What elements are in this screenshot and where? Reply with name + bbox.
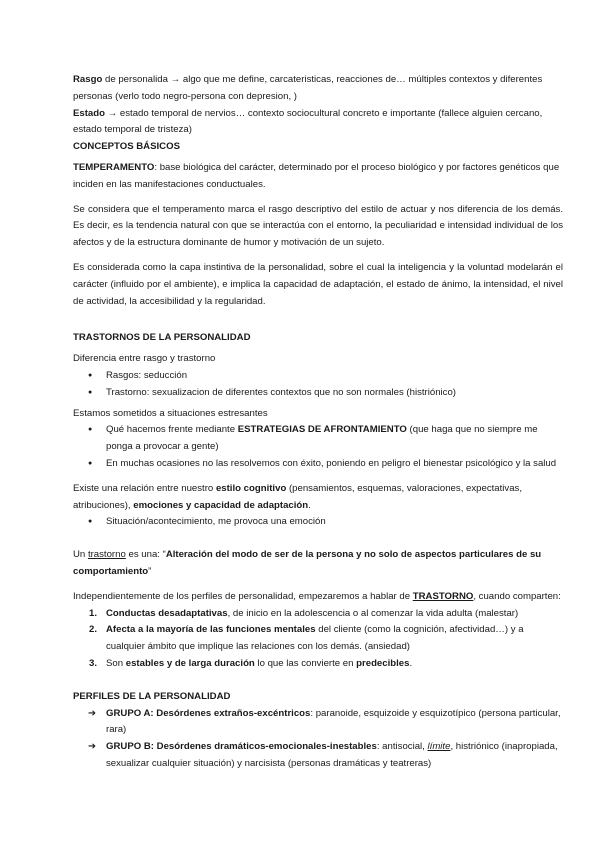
- list-item: ● Rasgos: seducción: [73, 368, 563, 385]
- list-item: ➔ GRUPO A: Desórdenes extraños-excéntricos: paranoide, esquizoide y esquizotípico (persona particular, rara): [88, 707, 561, 736]
- temperamento-detail-1: Se considera que el temperamento marca el rasgo descriptivo del estilo de actuar y nos diferencia de los demás. Es decir, es la tendencia natural con que se interactúa con el entorno, la peculiaridad e intensidad individual de los afectos y de la estructura dominante de humor y motivación de un sujeto.: [73, 203, 563, 249]
- list-item: ● Situación/acontecimiento, me provoca una emoción: [73, 514, 563, 531]
- definicion-trastorno: Un trastorno es una: “Alteración del modo de ser de la persona y no solo de aspectos particulares de su comportamiento”: [73, 549, 542, 577]
- criterios-list: [73, 606, 563, 673]
- document-page: [73, 72, 563, 773]
- list-item: ● En muchas ocasiones no las resolvemos con éxito, poniendo en peligro el bienestar psicológico y la salud: [73, 456, 563, 473]
- relacion-paragraph: Existe una relación entre nuestro estilo cognitivo (pensamientos, esquemas, valoraciones, expectativas, atribuciones), emociones y capacidad de adaptación.: [73, 482, 523, 511]
- grupos-list: [73, 706, 563, 773]
- rasgo-term: Rasgo: [73, 74, 103, 85]
- list-item: 3. Son estables y de larga duración lo que las convierte en predecibles.: [89, 657, 413, 669]
- estado-term: Estado: [73, 107, 105, 119]
- estado-paragraph: [73, 106, 563, 140]
- list-item: ● Trastorno: sexualizacion de diferentes contextos que no son normales (histriónico): [73, 385, 563, 402]
- situacion-list: [73, 514, 563, 531]
- arrow-icon: ➔: [88, 707, 97, 719]
- trastornos-heading: TRASTORNOS DE LA PERSONALIDAD: [73, 332, 251, 344]
- list-item: 1. Conductas desadaptativas, de inicio en la adolescencia o al comenzar la vida adulta (malestar): [89, 607, 519, 619]
- temperamento-detail-2: Es considerada como la capa instintiva de la personalidad, sobre el cual la inteligencia y la voluntad modelarán el carácter (influido por el ambiente), e implica la capacidad de adaptación, el estado de ánimo, la intensidad, el nivel de actividad, la accesibilidad y la regularidad.: [73, 261, 563, 307]
- list-item: ● Qué hacemos frente mediante ESTRATEGIAS DE AFRONTAMIENTO (que haga que no siempre me ponga a provocar a gente): [73, 422, 563, 456]
- independientemente-paragraph: Independientemente de los perfiles de personalidad, empezaremos a hablar de TRASTORNO, cuando comparten:: [73, 590, 561, 602]
- list-item: 2. Afecta a la mayoría de las funciones mentales del cliente (como la cognición, afectividad…) y a cualquier ámbito que implique las relaciones con los demás. (ansiedad): [89, 624, 524, 653]
- estado-text: → estado temporal de nervios… contexto sociocultural concreto e importante (fallece alguien cercano, estado temporal de tristeza): [73, 107, 543, 136]
- rasgo-paragraph: [73, 72, 563, 106]
- conceptos-heading: CONCEPTOS BÁSICOS: [73, 141, 180, 153]
- rasgo-trastorno-list: [73, 368, 563, 402]
- perfiles-heading: PERFILES DE LA PERSONALIDAD: [73, 690, 231, 702]
- arrow-icon: ➔: [88, 741, 97, 753]
- diferencia-line: Diferencia entre rasgo y trastorno: [73, 353, 216, 365]
- temperamento-term: TEMPERAMENTO: [73, 161, 155, 173]
- afrontamiento-list: [73, 422, 563, 472]
- temperamento-text: : base biológica del carácter, determinado por el proceso biológico y por factores genéticos que inciden en las manifestaciones conductuales.: [73, 161, 560, 190]
- rasgo-text: de personalida → algo que me define, carcateristicas, reacciones de… múltiples contextos y diferentes personas (verlo todo negro-persona con depresion, ): [73, 74, 543, 102]
- list-item: ➔ GRUPO B: Desórdenes dramáticos-emocionales-inestables: antisocial, límite, histriónico (inapropiada, sexualizar cualquier situación) y narcisista (personas dramáticas y teatreras): [88, 741, 558, 769]
- sometidos-line: Estamos sometidos a situaciones estresantes: [73, 407, 268, 419]
- temperamento-paragraph: [73, 160, 563, 194]
